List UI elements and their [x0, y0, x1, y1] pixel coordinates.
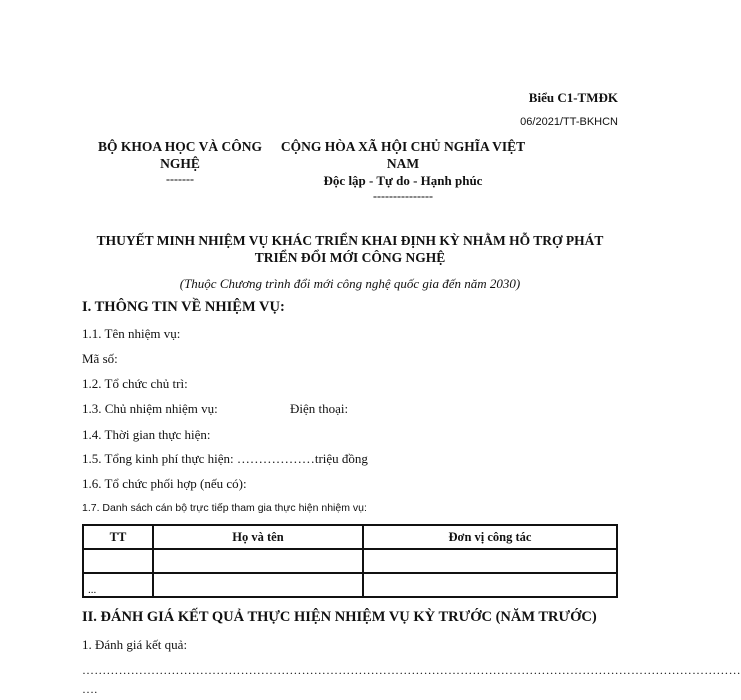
ministry-name-line2: NGHỆ	[160, 156, 200, 171]
table-cell	[363, 573, 617, 597]
task-code-field: Mã số:	[82, 351, 118, 366]
title-line2: TRIỂN ĐỔI MỚI CÔNG NGHỆ	[254, 250, 446, 265]
section1-heading: I. THÔNG TIN VỀ NHIỆM VỤ:	[82, 299, 285, 315]
evaluation-field: 1. Đánh giá kết quả:	[82, 637, 188, 652]
column-header-index: TT	[83, 525, 153, 549]
table-cell	[153, 549, 363, 573]
evaluation-dotted-line-continued: ….	[82, 682, 98, 696]
table-row	[83, 549, 617, 573]
form-code: Biểu C1-TMĐK	[528, 90, 618, 105]
table-cell: ...	[83, 573, 153, 597]
staff-table	[82, 524, 618, 598]
title-line1: THUYẾT MINH NHIỆM VỤ KHÁC TRIỂN KHAI ĐỊNH KỲ NHẰM HỖ TRỢ PHÁT	[96, 233, 604, 248]
national-motto: Độc lập - Tự do - Hạnh phúc	[323, 173, 483, 188]
document-subtitle: (Thuộc Chương trình đổi mới công nghệ quốc gia đến năm 2030)	[179, 276, 521, 291]
circular-number: 06/2021/TT-BKHCN	[520, 116, 618, 128]
republic-divider: ---------------	[373, 189, 433, 203]
task-leader-field: 1.3. Chủ nhiệm nhiệm vụ:	[82, 401, 218, 416]
section2-heading: II. ĐÁNH GIÁ KẾT QUẢ THỰC HIỆN NHIỆM VỤ KỲ TRƯỚC (NĂM TRƯỚC)	[82, 609, 597, 625]
duration-field: 1.4. Thời gian thực hiện:	[82, 427, 211, 442]
total-budget-field: 1.5. Tổng kinh phí thực hiện: ………………triệu đồng	[82, 451, 368, 466]
column-header-name: Họ và tên	[153, 525, 363, 549]
table-cell	[83, 549, 153, 573]
host-org-field: 1.2. Tổ chức chủ trì:	[82, 376, 188, 391]
column-header-unit: Đơn vị công tác	[363, 525, 617, 549]
ministry-block	[80, 138, 280, 187]
task-name-field: 1.1. Tên nhiệm vụ:	[82, 326, 181, 341]
document-title	[70, 232, 630, 266]
table-cell	[363, 549, 617, 573]
table-cell	[153, 573, 363, 597]
phone-field: Điện thoại:	[290, 401, 349, 416]
republic-block	[268, 138, 538, 204]
republic-name: CỘNG HÒA XÃ HỘI CHỦ NGHĨA VIỆT NAM	[280, 139, 526, 171]
evaluation-dotted-line: ………………………………………………………………………………………………………………………………………………	[82, 663, 741, 677]
ministry-divider: -------	[166, 172, 194, 186]
table-row	[83, 573, 617, 597]
table-header-row	[83, 525, 617, 549]
staff-list-label: 1.7. Danh sách cán bộ trực tiếp tham gia thực hiện nhiệm vụ:	[82, 502, 367, 514]
partner-org-field: 1.6. Tổ chức phối hợp (nếu có):	[82, 476, 247, 491]
ministry-name-line1: BỘ KHOA HỌC VÀ CÔNG	[97, 139, 263, 154]
